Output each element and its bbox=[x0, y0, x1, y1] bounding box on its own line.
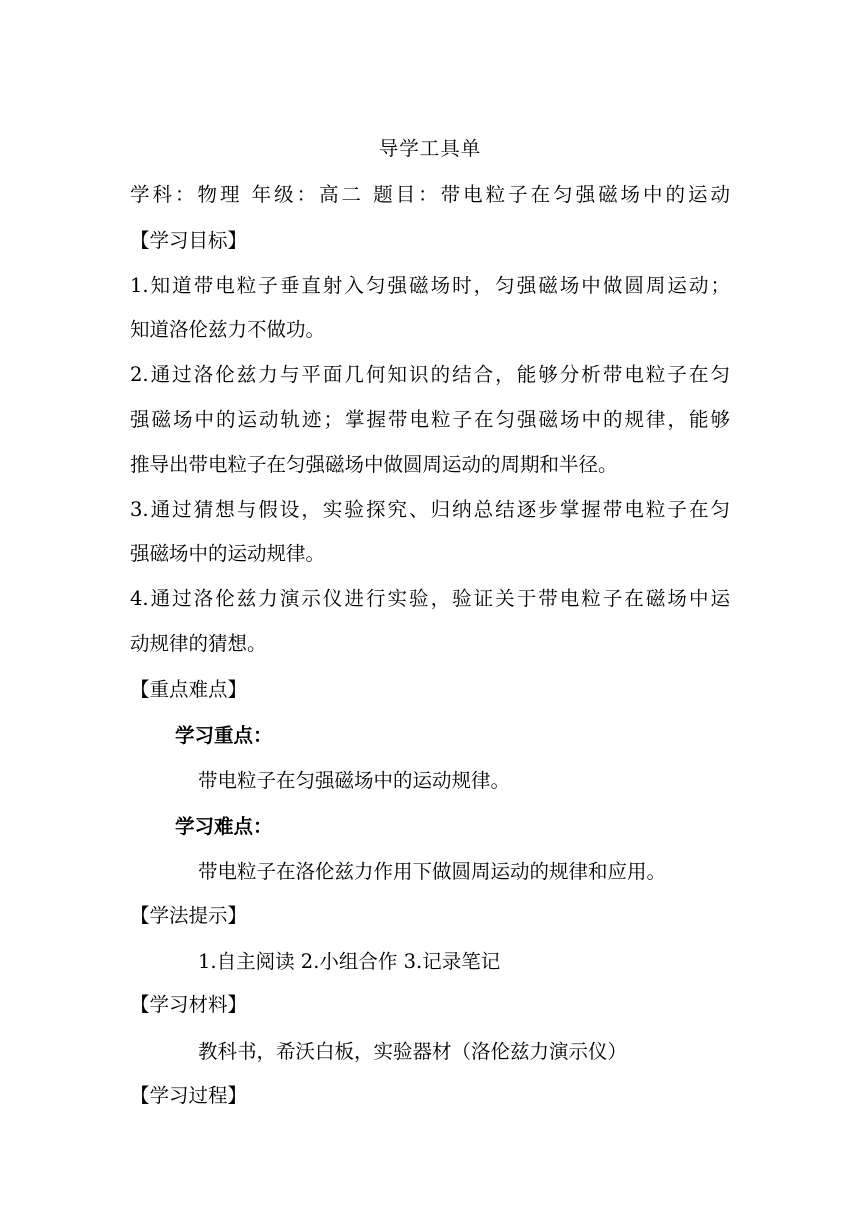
methods-heading: 【学法提示】 bbox=[130, 904, 248, 927]
objective-line: 强磁场中的运动规律。 bbox=[130, 542, 326, 565]
key-points-heading: 【重点难点】 bbox=[130, 678, 248, 701]
objective-line: 强磁场中的运动轨迹；掌握带电粒子在匀强磁场中的规律，能够 bbox=[130, 408, 730, 431]
meta-line: 学科：物理 年级：高二 题目：带电粒子在匀强磁场中的运动 bbox=[130, 183, 730, 206]
objective-line: 4.通过洛伦兹力演示仪进行实验，验证关于带电粒子在磁场中运 bbox=[130, 587, 730, 610]
objective-line: 知道洛伦兹力不做功。 bbox=[130, 318, 326, 341]
objective-line: 1.知道带电粒子垂直射入匀强磁场时，匀强磁场中做圆周运动； bbox=[130, 274, 730, 297]
objectives-heading: 【学习目标】 bbox=[130, 229, 248, 252]
objective-line: 3.通过猜想与假设，实验探究、归纳总结逐步掌握带电粒子在匀 bbox=[130, 498, 730, 521]
objective-line: 推导出带电粒子在匀强磁场中做圆周运动的周期和半径。 bbox=[130, 453, 618, 476]
process-heading: 【学习过程】 bbox=[130, 1084, 248, 1107]
materials-heading: 【学习材料】 bbox=[130, 993, 248, 1016]
materials-text: 教科书，希沃白板，实验器材（洛伦兹力演示仪） bbox=[198, 1040, 628, 1063]
methods-text: 1.自主阅读 2.小组合作 3.记录笔记 bbox=[198, 950, 501, 973]
focus-text: 带电粒子在匀强磁场中的运动规律。 bbox=[198, 769, 511, 792]
focus-label: 学习重点： bbox=[175, 724, 273, 747]
difficulty-label: 学习难点： bbox=[175, 815, 273, 838]
document-title: 导学工具单 bbox=[378, 137, 482, 160]
difficulty-text: 带电粒子在洛伦兹力作用下做圆周运动的规律和应用。 bbox=[198, 860, 667, 883]
objective-line: 动规律的猜想。 bbox=[130, 632, 267, 655]
objective-line: 2.通过洛伦兹力与平面几何知识的结合，能够分析带电粒子在匀 bbox=[130, 363, 730, 386]
